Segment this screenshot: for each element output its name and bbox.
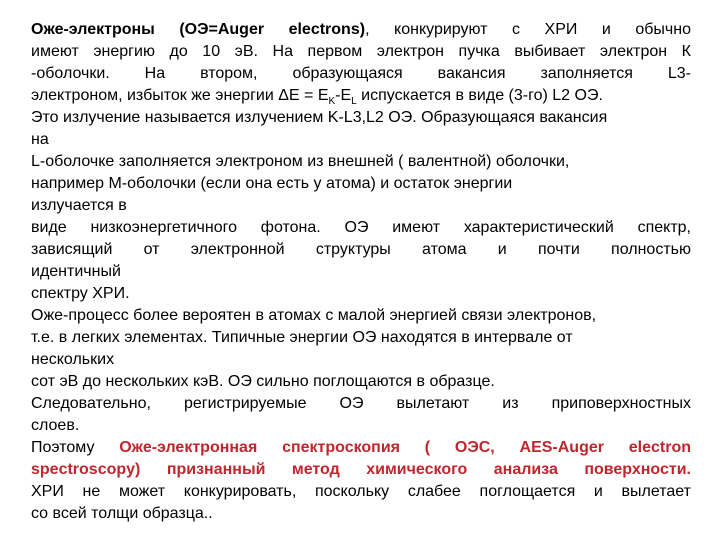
text-line-22: ХРИ не может конкурировать, поскольку слабее поглощается и вылетает [31,483,691,500]
term-auger-electrons: Оже-электроны (ОЭ=Auger electrons) [31,21,366,38]
text-line-17: сот эВ до нескольких кэВ. ОЭ сильно поглощаются в образце. [31,373,495,390]
text-line-5: Это излучение называется излучением K-L3,L2 ОЭ. Образующаяся вакансия [31,109,608,126]
text-line-18: Следовательно, регистрируемые ОЭ вылетают из приповерхностных [31,395,691,412]
body-text [31,19,691,525]
text-line-20: Поэтому Оже-электронная спектроскопия ( ОЭС, AES-Auger electron [31,439,691,456]
text-line-1: Оже-электроны (ОЭ=Auger electrons), конкурируют с ХРИ и обычно [31,21,691,38]
subscript-l: L [351,96,357,108]
text-line-23: со всей толщи образца.. [31,505,213,522]
text-line-7: L-оболочке заполняется электроном из внешней ( валентной) оболочки, [31,153,570,170]
text-line-15: т.е. в легких элементах. Типичные энергии ОЭ находятся в интервале от [31,329,573,346]
text-line-14: Оже-процесс более вероятен в атомах с малой энергией связи электронов, [31,307,597,324]
text-line-13: спектру ХРИ. [31,285,130,302]
text-line-19: слоев. [31,417,80,434]
text-line-16: нескольких [31,351,115,368]
text-line-3: -оболочки. На втором, образующаяся вакансия заполняется L3- [31,65,691,82]
text-line-11: зависящий от электронной структуры атома и почти полностью [31,241,691,258]
text-line-2: имеют энергию до 10 эВ. На первом электрон пучка выбивает электрон К [31,43,691,60]
text-line-21: spectroscopy) признанный метод химического анализа поверхности. [31,461,691,478]
text-line-8: например М-оболочки (если она есть у атома) и остаток энергии [31,175,513,192]
subscript-k: K [328,96,336,108]
text-line-9: излучается в [31,197,127,214]
text-line-12: идентичный [31,263,121,280]
delta-symbol: Δ [278,87,289,104]
text-line-6: на [31,131,49,148]
text-line-4: электроном, избыток же энергии $\Delta E = E_K-E_L$ испускается в виде (3-го) L2 ОЭ. [31,87,603,108]
highlight-aes-term: Оже-электронная спектроскопия ( ОЭС, AES-Auger electron [119,439,691,456]
text-line-10: виде низкоэнергетичного фотона. ОЭ имеют характеристический спектр, [31,219,691,236]
